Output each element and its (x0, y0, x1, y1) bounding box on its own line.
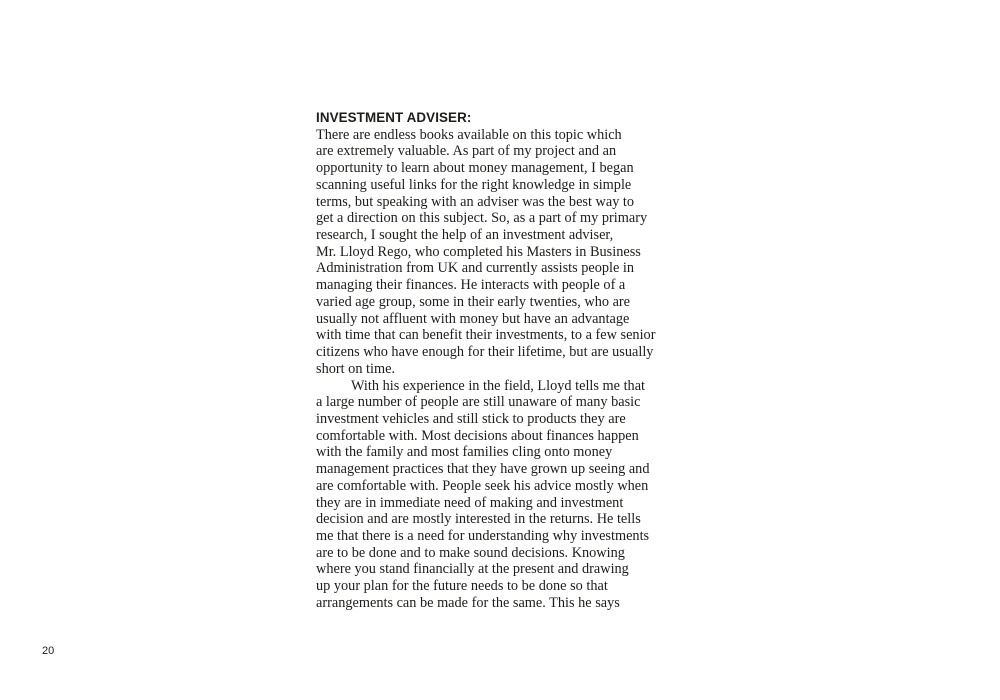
text-line: up your plan for the future needs to be done so that (316, 578, 608, 595)
paragraph-start-line: With his experience in the field, Lloyd tells me that (351, 377, 646, 394)
text-line: management practices that they have grown up seeing and (316, 461, 650, 478)
text-line: where you stand financially at the present and drawing (316, 561, 629, 578)
text-line: they are in immediate need of making and investment (316, 494, 624, 511)
text-line: scanning useful links for the right knowledge in simple (316, 176, 632, 193)
text-line: arrangements can be made for the same. This he says (316, 594, 620, 611)
text-line: citizens who have enough for their lifetime, but are usually (316, 344, 654, 361)
text-line: varied age group, some in their early twenties, who are (316, 293, 631, 310)
text-line: terms, but speaking with an adviser was the best way to (316, 193, 635, 210)
text-line: comfortable with. Most decisions about finances happen (316, 427, 639, 444)
text-line: short on time. (316, 360, 396, 377)
text-line: opportunity to learn about money management, I began (316, 160, 634, 177)
text-line: get a direction on this subject. So, as a part of my primary (316, 210, 648, 227)
text-line: are extremely valuable. As part of my project and an (316, 143, 617, 160)
text-line: managing their finances. He interacts with people of a (316, 277, 626, 294)
text-line: a large number of people are still unaware of many basic (316, 394, 641, 411)
text-line: are to be done and to make sound decisions. Knowing (316, 544, 625, 561)
text-line: with the family and most families cling onto money (316, 444, 613, 461)
text-line: with time that can benefit their investments, to a few senior (316, 327, 656, 344)
text-line: Mr. Lloyd Rego, who completed his Masters in Business (316, 243, 641, 260)
text-line: me that there is a need for understanding why investments (316, 527, 650, 544)
text-line: research, I sought the help of an investment adviser, (316, 227, 614, 244)
body-text-block (316, 110, 661, 612)
text-line: usually not affluent with money but have an advantage (316, 310, 630, 327)
text-line: There are endless books available on this topic which (316, 126, 622, 143)
text-line: investment vehicles and still stick to products they are (316, 410, 626, 427)
text-line: Administration from UK and currently assists people in (316, 260, 635, 277)
page-number: 20 (42, 645, 55, 657)
section-heading: INVESTMENT ADVISER: (316, 110, 472, 125)
text-line: decision and are mostly interested in the returns. He tells (316, 511, 641, 528)
text-line: are comfortable with. People seek his advice mostly when (316, 477, 649, 494)
